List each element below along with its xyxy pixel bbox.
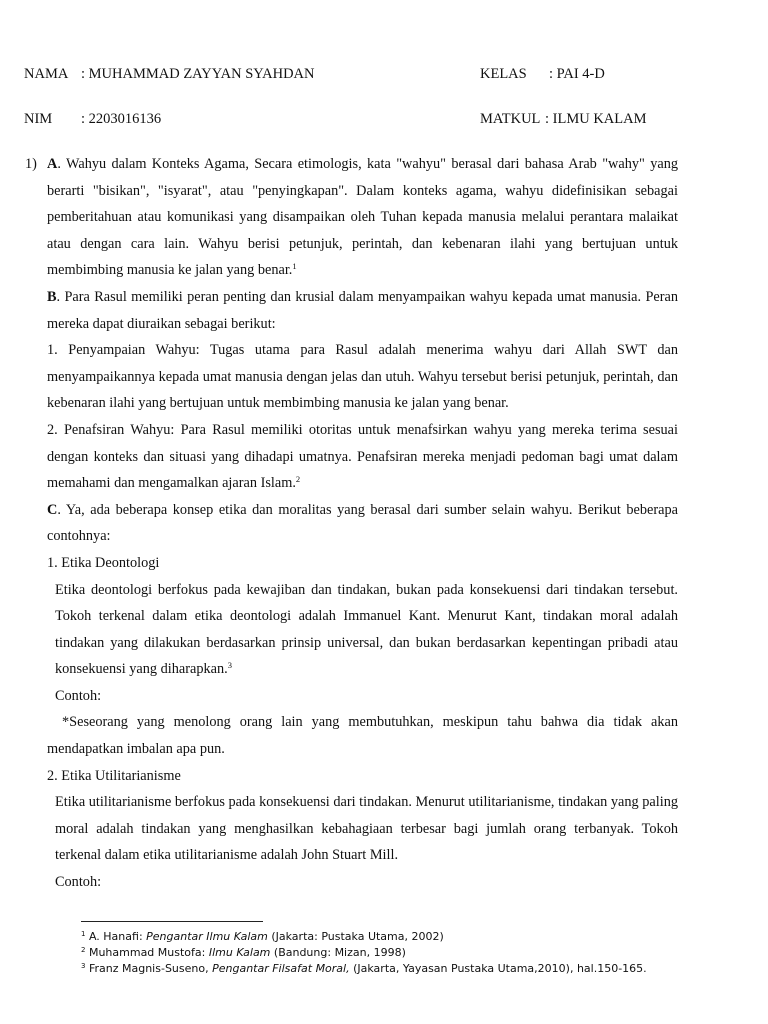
- text-a: . Wahyu dalam Konteks Agama, Secara etimologis, kata "wahyu" berasal dari bahasa Arab "wahy" yang berarti "bisikan", "isyarat", atau "penyingkapan". Dalam konteks agama, wahyu didefinisikan sebagai pemberitahuan atau komunikasi yang disampaikan oleh Tuhan kepada manusia melalui perantara malaikat atau dengan cara lain. Wahyu berisi petunjuk, perintah, dan kebenaran ilahi yang bertujuan untuk membimbing manusia ke jalan yang benar.: [47, 156, 678, 279]
- nama-value: : MUHAMMAD ZAYYAN SYAHDAN: [81, 66, 315, 82]
- footnote-2-title: Ilmu Kalam: [208, 946, 271, 959]
- paragraph-b: [47, 284, 678, 337]
- paragraph-b1: 1. Penyampaian Wahyu: Tugas utama para Rasul adalah menerima wahyu dari Allah SWT dan menyampaikannya kepada umat manusia dengan jelas dan utuh. Wahyu tersebut berisi petunjuk, perintah, dan kebenaran ilahi yang bertujuan untuk membimbing manusia ke jalan yang benar.: [47, 342, 678, 412]
- footnote-1-post: (Jakarta: Pustaka Utama, 2002): [267, 930, 444, 943]
- paragraph-b2: [47, 417, 678, 497]
- footnote-1-title: Pengantar Ilmu Kalam: [146, 930, 268, 943]
- footnote-ref-3[interactable]: 3: [227, 660, 232, 671]
- nim-label: NIM: [24, 111, 53, 127]
- answer-body: [25, 151, 678, 896]
- paragraph-c2: Etika utilitarianisme berfokus pada konsekuensi dari tindakan. Menurut utilitarianisme, tindakan yang paling moral adalah tindakan yang menghasilkan kebahagiaan terbesar bagi jumlah orang terbanyak. Tokoh terkenal dalam etika utilitarianisme adalah John Stuart Mill.: [55, 794, 678, 864]
- footnote-3-title: Pengantar Filsafat Moral,: [212, 962, 350, 975]
- contoh-c2: Contoh:: [55, 874, 102, 891]
- text-c1: Etika deontologi berfokus pada kewajiban dan tindakan, bukan pada konsekuensi dari tindakan tersebut. Tokoh terkenal dalam etika deontologi adalah Immanuel Kant. Menurut Kant, tindakan moral adalah tindakan yang dilakukan berdasarkan prinsip universal, dan bukan berdasarkan kepentingan pribadi atau konsekuensi yang diharapkan.: [55, 581, 678, 678]
- text-b2: 2. Penafsiran Wahyu: Para Rasul memiliki otoritas untuk menafsirkan wahyu yang mereka terima sesuai dengan konteks dan situasi yang dihadapi umatnya. Penafsiran mereka menjadi pedoman bagi umat dalam memahami dan mengamalkan ajaran Islam.: [47, 421, 678, 492]
- matkul-value: : ILMU KALAM: [545, 111, 647, 127]
- text-b: . Para Rasul memiliki peran penting dan krusial dalam menyampaikan wahyu kepada umat manusia. Peran mereka dapat diuraikan sebagai berikut:: [47, 288, 678, 332]
- kelas-value: : PAI 4-D: [549, 66, 605, 82]
- footnote-ref-1[interactable]: 1: [292, 261, 297, 272]
- nama-label: NAMA: [24, 66, 69, 82]
- footnote-3: [81, 962, 647, 975]
- footnote-3-post: (Jakarta, Yayasan Pustaka Utama,2010), hal.150-165.: [349, 962, 647, 975]
- label-b: B: [47, 288, 57, 305]
- matkul-label: MATKUL: [480, 111, 541, 127]
- label-c: C: [47, 501, 58, 518]
- text-c: . Ya, ada beberapa konsep etika dan moralitas yang berasal dari sumber selain wahyu. Berikut beberapa contohnya:: [47, 501, 678, 545]
- paragraph-c: [47, 497, 678, 550]
- footnote-1-mark: 1: [81, 930, 86, 938]
- label-a: A: [47, 156, 58, 172]
- kelas-label: KELAS: [480, 66, 527, 82]
- footnote-2-mark: 2: [81, 946, 86, 954]
- footnote-2-pre: Muhammad Mustofa:: [85, 946, 209, 959]
- example-c1: *Seseorang yang menolong orang lain yang membutuhkan, meskipun tahu bahwa dia tidak akan mendapatkan imbalan apa pun.: [47, 714, 678, 758]
- paragraph-a: [47, 151, 678, 284]
- contoh-c1: Contoh:: [55, 687, 102, 704]
- footnote-ref-2[interactable]: 2: [295, 474, 301, 485]
- footnote-3-mark: 3: [81, 962, 86, 970]
- footnote-2: [81, 946, 406, 959]
- footnote-1-pre: A. Hanafi:: [85, 930, 147, 943]
- footnote-separator: [81, 921, 263, 922]
- paragraph-c1: [47, 577, 678, 683]
- question-number: 1): [25, 156, 37, 172]
- nim-value: : 2203016136: [81, 111, 162, 127]
- footnote-3-pre: Franz Magnis-Suseno,: [85, 962, 213, 975]
- heading-c1: 1. Etika Deontologi: [47, 554, 160, 571]
- footnote-1: [81, 930, 444, 943]
- heading-c2: 2. Etika Utilitarianisme: [47, 767, 181, 784]
- footnote-2-post: (Bandung: Mizan, 1998): [270, 946, 406, 959]
